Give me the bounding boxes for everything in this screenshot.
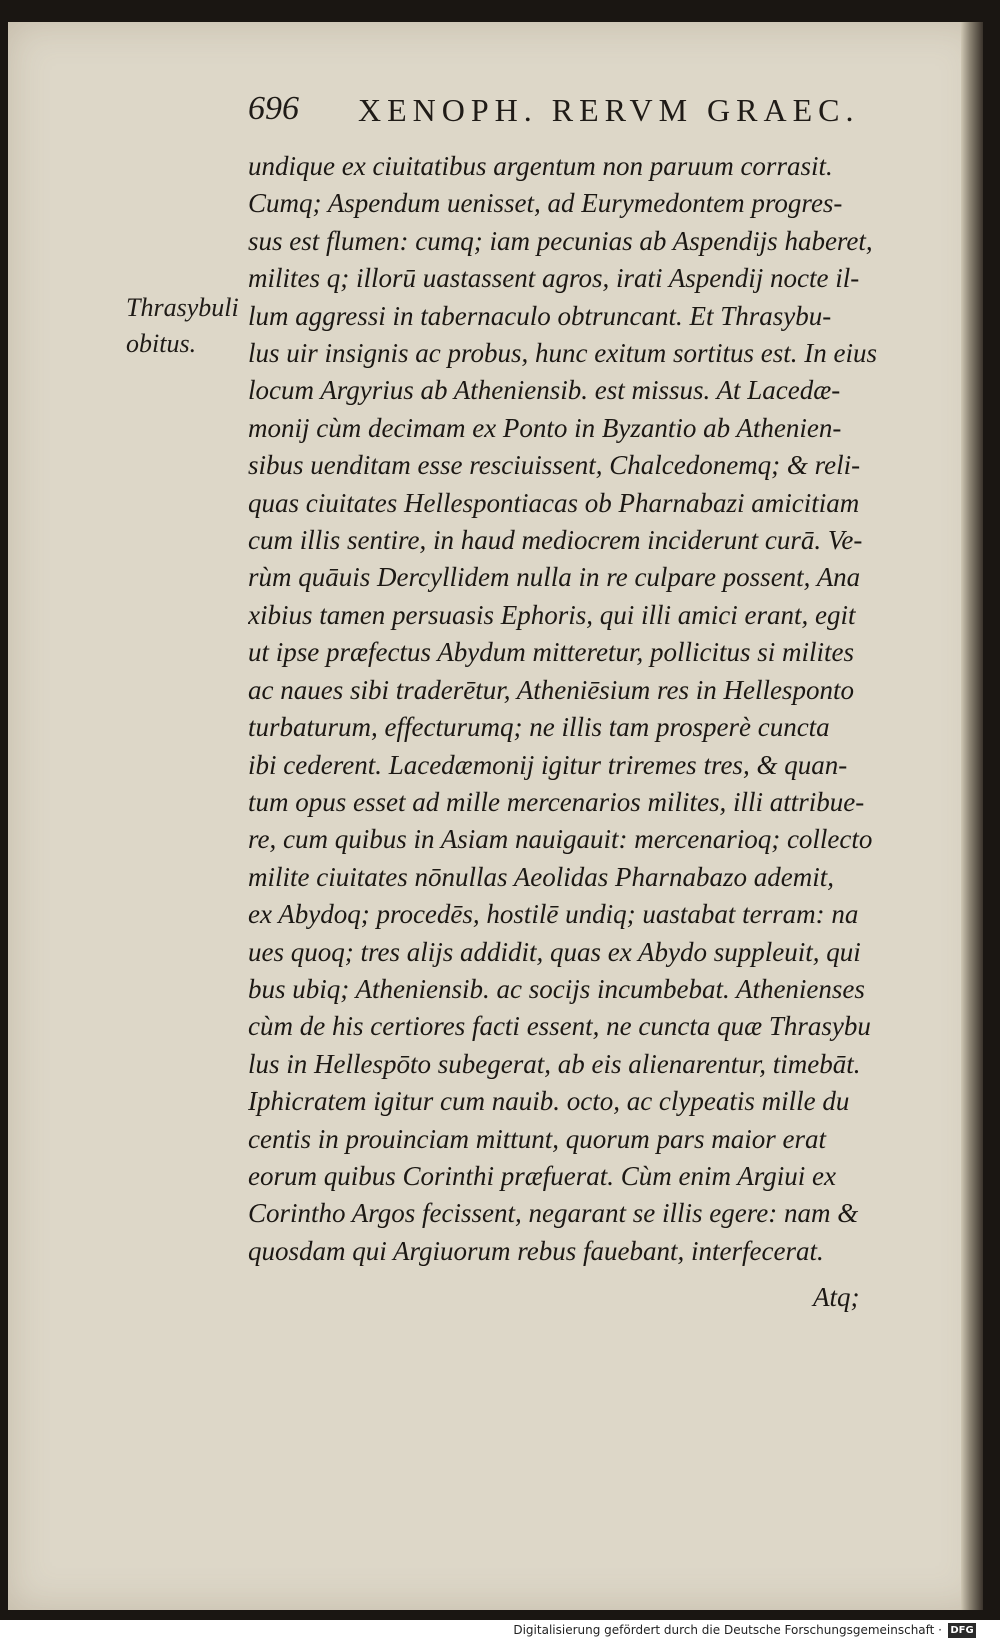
text-line: ac naues sibi traderētur, Atheniēsium res in Hellesponto (248, 674, 854, 705)
text-line: rùm quāuis Dercyllidem nulla in re culpare possent, Ana (248, 562, 861, 593)
margin-note (126, 290, 251, 362)
text-line: Iphicratem igitur cum nauib. octo, ac clypeatis mille du (248, 1086, 850, 1117)
text-line: tum opus esset ad mille mercenarios milites, illi attribue- (248, 786, 865, 817)
text-line: locum Argyrius ab Atheniensib. est missus. At Lacedæ- (248, 375, 841, 406)
body-text (248, 148, 908, 1270)
page-number: 696 (248, 90, 299, 127)
text-line: milite ciuitates nōnullas Aeolidas Pharnabazo ademit, (248, 861, 834, 892)
catchword: Atq; (813, 1282, 860, 1312)
running-head: XENOPH. RERVM GRAEC. (358, 92, 860, 128)
dfg-logo: DFG (948, 1623, 976, 1638)
text-line: ut ipse præfectus Abydum mitteretur, pollicitus si milites (248, 637, 854, 668)
text-line: quas ciuitates Hellespontiacas ob Pharnabazi amicitiam (248, 487, 860, 518)
text-line: undique ex ciuitatibus argentum non paruum corrasit. (248, 151, 833, 181)
text-line: milites q; illorū uastassent agros, irati Aspendij nocte il- (248, 263, 860, 294)
text-line: eorum quibus Corinthi præfuerat. Cùm enim Argiui ex (248, 1160, 837, 1191)
text-line: xibius tamen persuasis Ephoris, qui illi amici erant, egit (248, 599, 856, 630)
text-line: ex Abydoq; procedēs, hostilē undiq; uastabat terram: na (248, 899, 859, 930)
text-line: sibus uenditam esse resciuissent, Chalcedonemq; & reli- (248, 450, 861, 481)
text-line: quosdam qui Argiuorum rebus fauebant, interfecerat. (248, 1235, 824, 1266)
text-line: bus ubiq; Atheniensib. ac socijs incumbebat. Athenienses (248, 973, 865, 1004)
text-line: Cumq; Aspendum uenisset, ad Eurymedontem progres- (248, 188, 843, 219)
page-gutter-shadow (961, 22, 983, 1610)
text-line: monij cùm decimam ex Ponto in Byzantio ab Athenien- (248, 412, 842, 443)
text-line: re, cum quibus in Asiam nauigauit: mercenarioq; collecto (248, 824, 873, 855)
text-line: cùm de his certiores facti essent, ne cuncta quæ Thrasybu (248, 1011, 871, 1042)
footer-bar (0, 1620, 1000, 1642)
margin-note-line: obitus. (126, 329, 197, 358)
text-line: lus uir insignis ac probus, hunc exitum sortitus est. In eius (248, 338, 877, 369)
text-line: lus in Hellespōto subegerat, ab eis alienarentur, timebāt. (248, 1048, 861, 1079)
funding-credit: Digitalisierung gefördert durch die Deutsche Forschungsgemeinschaft · (513, 1623, 942, 1637)
text-line: centis in prouinciam mittunt, quorum pars maior erat (248, 1123, 826, 1154)
text-line: ues quoq; tres alijs addidit, quas ex Abydo suppleuit, qui (248, 936, 861, 967)
text-line: sus est flumen: cumq; iam pecunias ab Aspendijs haberet, (248, 225, 873, 256)
text-line: Corintho Argos fecissent, negarant se illis egere: nam & (248, 1198, 859, 1229)
book-page (8, 22, 983, 1610)
text-line: turbaturum, effecturumq; ne illis tam prosperè cuncta (248, 712, 830, 743)
text-line: ibi cederent. Lacedæmonij igitur triremes tres, & quan- (248, 749, 848, 780)
text-line: cum illis sentire, in haud mediocrem inciderunt curā. Ve- (248, 525, 863, 556)
text-line: lum aggressi in tabernaculo obtruncant. Et Thrasybu- (248, 300, 832, 331)
margin-note-line: Thrasybuli (126, 293, 239, 322)
page-header (248, 82, 868, 132)
